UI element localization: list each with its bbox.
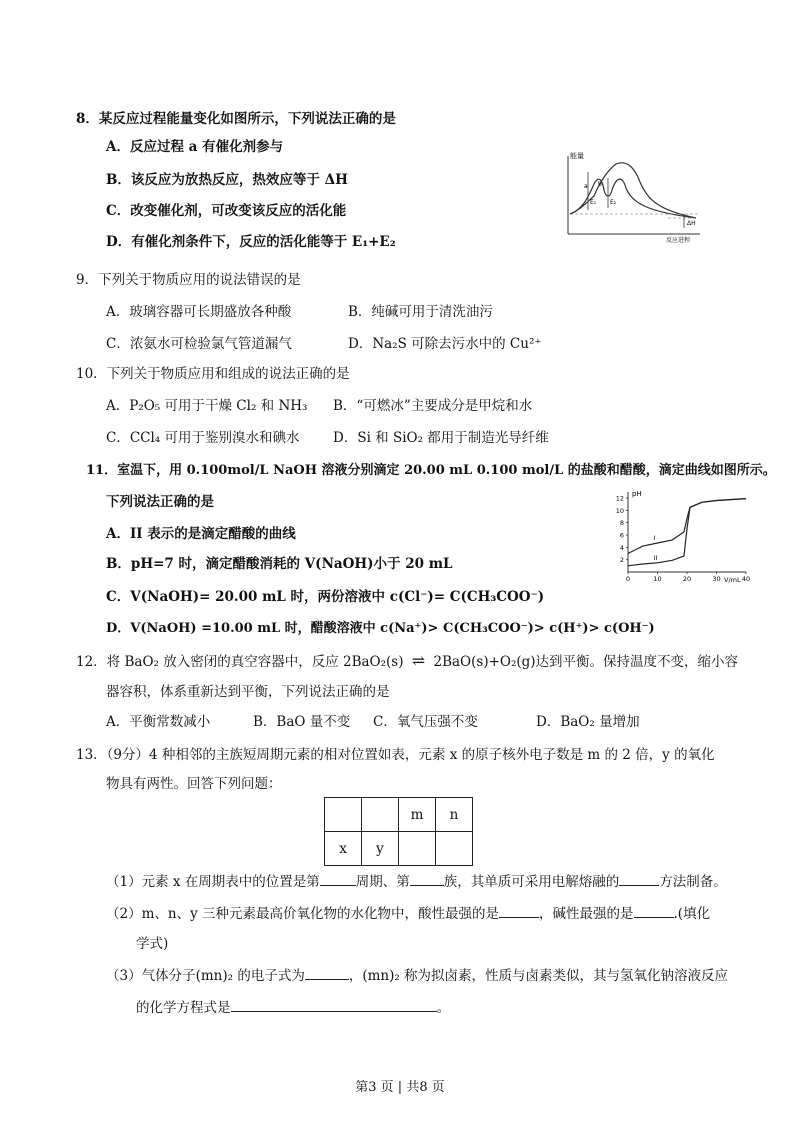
q11-option-a: A．II 表示的是滴定醋酸的曲线 xyxy=(106,526,296,542)
q10-option-c: C．CCl₄ 可用于鉴别溴水和碘水 xyxy=(106,430,300,446)
q8-option-c: C．改变催化剂，可改变该反应的活化能 xyxy=(106,203,347,219)
q11-stem: 11．室温下，用 0.100mol/L NaOH 溶液分别滴定 20.00 mL 0.100 mol/L 的盐酸和醋酸，滴定曲线如图所示。 xyxy=(86,463,776,478)
table-row xyxy=(325,798,473,832)
q8-label-a: a xyxy=(584,183,588,190)
q13-p2-text-b: ，碱性最强的是 xyxy=(539,906,634,922)
q13-p3-text-b: ，(mn)₂ 称为拟卤素，性质与卤素类似，其与氢氧化钠溶液反应 xyxy=(348,968,729,984)
x-tick-label: 10 xyxy=(653,575,662,583)
q8-label-b: b xyxy=(598,181,602,188)
answer-blank[interactable] xyxy=(320,872,356,886)
q8-curve-b xyxy=(570,179,696,218)
q12-stem2: 器容积，体系重新达到平衡，下列说法正确的是 xyxy=(106,684,390,700)
q13-element-table xyxy=(324,797,473,866)
answer-blank[interactable] xyxy=(499,904,539,918)
q8-option-a: A．反应过程 a 有催化剂参与 xyxy=(106,139,284,155)
q13-part2 xyxy=(106,904,710,923)
q8-label-e1: E₁ xyxy=(590,199,597,206)
y-tick-label: 10 xyxy=(615,506,624,515)
q8-label-e2: E₂ xyxy=(610,199,617,206)
x-tick-label: 30 xyxy=(712,575,721,583)
q11-xlabel: V/mL xyxy=(724,576,741,584)
table-cell: y xyxy=(362,832,399,866)
q13-stem1: 13．（9分）4 种相邻的主族短周期元素的相对位置如表，元素 x 的原子核外电子数是 m 的 2 倍，y 的氧化 xyxy=(76,747,715,763)
q12-option-a: A．平衡常数减小 xyxy=(106,714,211,730)
q9-option-b: B．纯碱可用于清洗油污 xyxy=(348,304,493,320)
q13-p2-text-d: 学式) xyxy=(136,936,169,952)
q13-p3-text-d: 。 xyxy=(436,1000,450,1016)
q8-option-d: D．有催化剂条件下，反应的活化能等于 E₁+E₂ xyxy=(106,234,396,250)
answer-blank[interactable] xyxy=(410,872,444,886)
q11-option-d: D．V(NaOH) =10.00 mL 时，醋酸溶液中 c(Na⁺)> C(CH₃COO⁻)> c(H⁺)> c(OH⁻) xyxy=(106,621,655,636)
y-tick-label: 12 xyxy=(615,494,624,503)
q13-p3-text-c: 的化学方程式是 xyxy=(136,1000,231,1016)
q9-option-c: C．浓氨水可检验氯气管道漏气 xyxy=(106,336,292,352)
q11-series-group xyxy=(628,499,746,566)
q12-stem1b: 2BaO(s)+O₂(g)达到平衡。保持温度不变，缩小容 xyxy=(433,654,739,670)
x-tick-label: 40 xyxy=(741,575,751,583)
q8-energy-diagram xyxy=(558,148,708,244)
answer-blank[interactable] xyxy=(231,998,437,1012)
q13-p3-text-a: （3）气体分子(mn)₂ 的电子式为 xyxy=(106,968,305,984)
q11-stem2: 下列说法正确的是 xyxy=(106,494,214,510)
q8-ylabel: 能量 xyxy=(570,152,584,160)
series-label-I: I xyxy=(653,534,656,543)
x-tick-label: 0 xyxy=(625,575,631,583)
q12-option-b: B．BaO 量不变 xyxy=(253,714,351,730)
q8-option-b: B．该反应为放热反应，热效应等于 ΔH xyxy=(106,172,348,188)
q9-option-d: D．Na₂S 可除去污水中的 Cu²⁺ xyxy=(348,336,542,352)
answer-blank[interactable] xyxy=(619,872,659,886)
q11-option-b: B．pH=7 时，滴定醋酸消耗的 V(NaOH)小于 20 mL xyxy=(106,556,453,572)
answer-blank[interactable] xyxy=(305,966,349,980)
table-cell xyxy=(325,798,362,832)
q12-equilibrium-arrow: ⇌ xyxy=(411,651,426,670)
q13-p1-text-c: 族，其单质可采用电解熔融的 xyxy=(443,874,620,890)
y-tick-label: 6 xyxy=(619,531,624,540)
q13-p1-text-d: 方法制备。 xyxy=(659,874,727,890)
q12-option-c: C．氧气压强不变 xyxy=(373,714,478,730)
q11-ylabel: pH xyxy=(632,490,642,498)
q13-part1 xyxy=(106,872,727,891)
series-label-II: II xyxy=(653,553,658,562)
table-cell xyxy=(362,798,399,832)
page-footer: 第3 页 | 共8 页 xyxy=(355,1080,445,1095)
q12-option-d: D．BaO₂ 量增加 xyxy=(536,714,640,730)
q13-p2-text-a: （2）m、n、y 三种元素最高价氧化物的水化物中，酸性最强的是 xyxy=(106,906,500,922)
q8-xlabel: 反应进程 xyxy=(666,237,691,244)
table-cell: m xyxy=(399,798,436,832)
q10-option-a: A．P₂O₅ 可用于干燥 Cl₂ 和 NH₃ xyxy=(106,398,308,414)
table-cell: n xyxy=(436,798,473,832)
q13-stem2: 物具有两性。回答下列问题： xyxy=(106,776,282,792)
y-tick-label: 4 xyxy=(619,543,624,552)
q8-label-dh: ΔH xyxy=(687,220,696,227)
q13-part3 xyxy=(106,966,728,985)
q13-p1-text-a: （1）元素 x 在周期表中的位置是第 xyxy=(106,874,320,890)
series-line-II xyxy=(628,499,746,566)
q10-option-d: D．Si 和 SiO₂ 都用于制造光导纤维 xyxy=(333,430,549,446)
y-tick-label: 2 xyxy=(619,556,624,565)
table-cell xyxy=(436,832,473,866)
q11-axes xyxy=(616,492,750,583)
y-tick-label: 8 xyxy=(619,519,624,528)
q9-stem: 9．下列关于物质应用的说法错误的是 xyxy=(76,272,301,288)
q9-option-a: A．玻璃容器可长期盛放各种酸 xyxy=(106,304,292,320)
table-cell: x xyxy=(325,832,362,866)
q10-stem: 10．下列关于物质应用和组成的说法正确的是 xyxy=(76,366,350,382)
q12-stem-line1 xyxy=(76,652,738,671)
q13-p2-text-c: .(填化 xyxy=(673,906,711,922)
q12-stem1: 12．将 BaO₂ 放入密闭的真空容器中，反应 2BaO₂(s) xyxy=(76,654,404,670)
q8-curve-a xyxy=(570,163,696,218)
x-tick-label: 20 xyxy=(682,575,692,583)
q11-option-c: C．V(NaOH)= 20.00 mL 时，两份溶液中 c(Cl⁻)= C(CH₃COO⁻) xyxy=(106,589,545,605)
q13-part3-line2 xyxy=(136,998,450,1017)
q11-titration-chart xyxy=(606,486,752,588)
q8-stem: 8．某反应过程能量变化如图所示，下列说法正确的是 xyxy=(76,111,396,127)
q13-p1-text-b: 周期、第 xyxy=(355,874,410,890)
q10-option-b: B．“可燃冰”主要成分是甲烷和水 xyxy=(333,398,533,414)
answer-blank[interactable] xyxy=(634,904,674,918)
table-cell xyxy=(399,832,436,866)
table-row xyxy=(325,832,473,866)
